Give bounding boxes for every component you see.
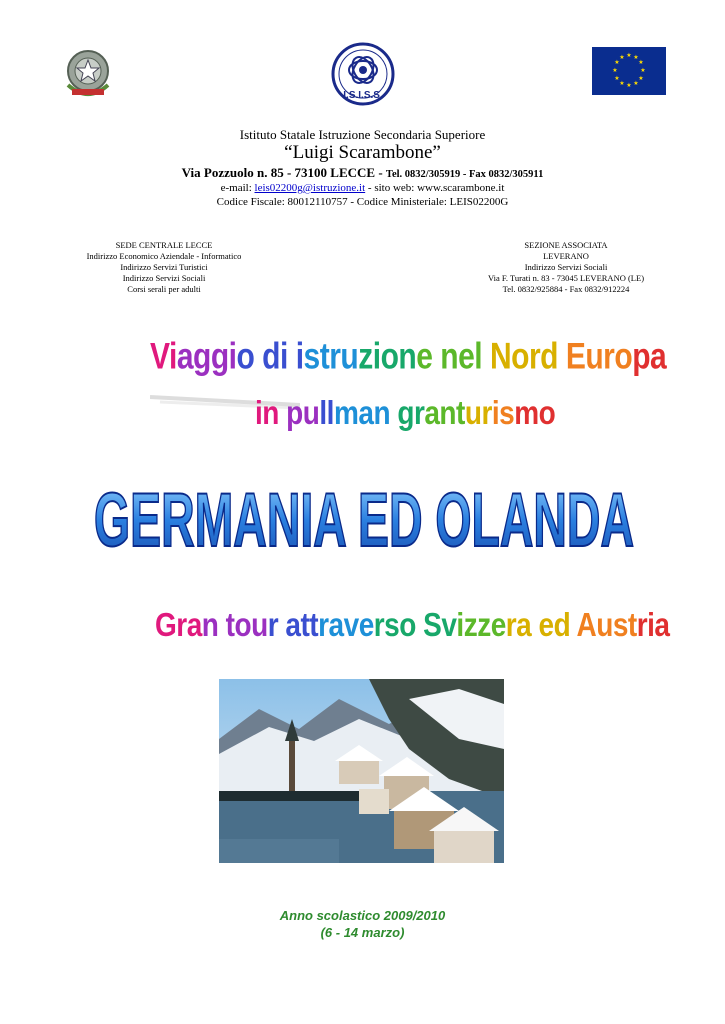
left-col-line: Corsi serali per adulti — [127, 284, 201, 294]
snowy-village-photo — [219, 679, 504, 863]
fiscal-codes: Codice Fiscale: 80012110757 - Codice Ministeriale: LEIS02200G — [216, 196, 509, 208]
isiss-logo-label: I.S.I.S.S. — [343, 90, 383, 101]
trip-dates: (6 - 14 marzo) — [320, 925, 405, 940]
address-phone: Tel. 0832/305919 - Fax 0832/305911 — [385, 169, 544, 180]
address-main: Via Pozzuolo n. 85 - 73100 LECCE - — [181, 165, 386, 180]
institute-name: Istituto Statale Istruzione Secondaria Superiore — [239, 127, 486, 142]
italian-republic-emblem-icon — [60, 45, 116, 101]
right-col-line: LEVERANO — [543, 251, 589, 261]
svg-text:★: ★ — [633, 80, 639, 87]
left-col-line: SEDE CENTRALE LECCE — [115, 240, 213, 250]
main-destination-title — [90, 460, 640, 570]
svg-text:★: ★ — [626, 52, 632, 59]
svg-text:★: ★ — [638, 75, 644, 82]
school-address — [0, 165, 725, 181]
svg-text:★: ★ — [619, 80, 625, 87]
school-year: Anno scolastico 2009/2010 — [279, 908, 446, 923]
svg-text:★: ★ — [626, 82, 632, 89]
left-col-line: Indirizzo Economico Aziendale - Informatico — [86, 251, 242, 261]
branch-site-info — [446, 240, 686, 295]
left-col-line: Indirizzo Servizi Sociali — [122, 273, 206, 283]
svg-text:★: ★ — [612, 67, 618, 74]
right-col-line: Tel. 0832/925884 - Fax 0832/912224 — [502, 284, 630, 294]
contact-line — [0, 182, 725, 194]
svg-text:★: ★ — [633, 54, 639, 61]
right-col-line: SEZIONE ASSOCIATA — [524, 240, 608, 250]
svg-text:★: ★ — [614, 75, 620, 82]
svg-text:★: ★ — [638, 59, 644, 66]
email-link[interactable]: leis02200g@istruzione.it — [254, 182, 366, 194]
right-col-line: Indirizzo Servizi Sociali — [524, 262, 608, 272]
school-name: “Luigi Scarambone” — [284, 142, 441, 163]
tour-subtitle: Gran tour attraverso Svizzera ed Austria — [155, 606, 670, 644]
trip-subtitle: in pullman granturismo — [255, 394, 556, 432]
svg-text:★: ★ — [619, 54, 625, 61]
email-label: e-mail: — [220, 182, 255, 194]
left-col-line: Indirizzo Servizi Turistici — [120, 262, 208, 272]
trip-title: Viaggio di istruzione nel Nord Europa — [150, 336, 667, 378]
website-text: - sito web: www.scarambone.it — [365, 182, 505, 194]
eu-flag-icon — [592, 47, 666, 95]
right-col-line: Via F. Turati n. 83 - 73045 LEVERANO (LE) — [487, 273, 645, 283]
main-site-info — [44, 240, 284, 295]
svg-text:★: ★ — [614, 59, 620, 66]
svg-text:★: ★ — [640, 67, 646, 74]
isiss-school-logo-icon — [324, 40, 402, 112]
germania-olanda-text: GERMANIA ED OLANDA — [94, 478, 634, 563]
